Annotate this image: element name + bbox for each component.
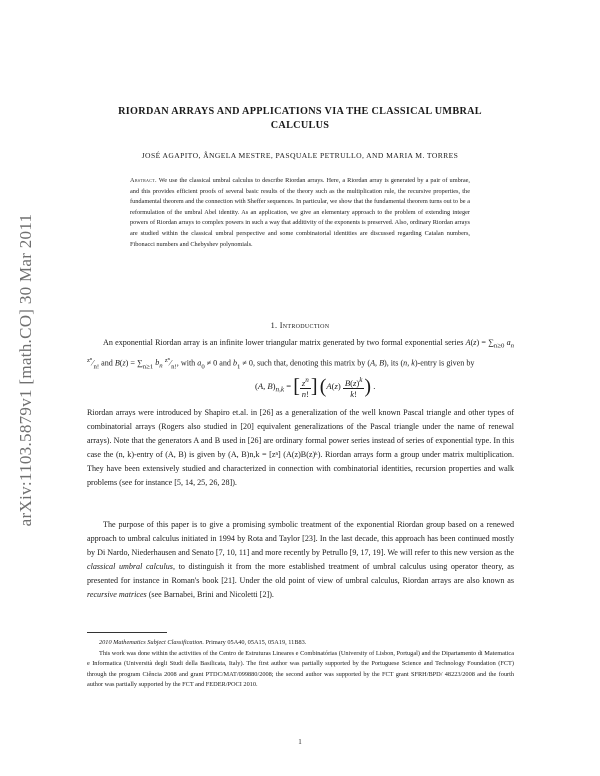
display-equation: (A, $B)_{n,k}$ = [ $\frac{z^n}{n!}$ ] (A(z) $\frac{B(z)^k}{k!}$ ) . — [255, 375, 376, 399]
paper-authors: JOSÉ AGAPITO, ÂNGELA MESTRE, PASQUALE PETRULLO, AND MARIA M. TORRES — [141, 151, 459, 160]
intro-paragraph-3: The purpose of this paper is to give a promising symbolic treatment of the exponential Riordan group based on a renewed approach to umbral calculus initiated in 1994 by Rota and Taylor [23]. In the last decade, this approach has been continued mostly by Di Nardo, Niederhausen and Senato [7, 10, 11] and more recently by Petrullo [9, 17, 19]. We will refer to this new version as the classical umbral calculus, to distinguish it from the more established treatment of umbral calculus using operator theory, as presented for instance in Roman's book [21]. Under the old point of view of umbral calculus, Riordan arrays are also known as recursive matrices (see Barnabei, Brini and Nicoletti [2]). — [87, 520, 514, 599]
page-number: 1 — [298, 738, 302, 746]
footnote-rule — [87, 632, 167, 633]
abstract-text: We use the classical umbral calculus to describe Riordan arrays. Here, a Riordan array is generated by a pair of umbrae, and this provides efficient proofs of several basic results of the theory such as the multiplication rule, the recursive properties, the fundamental theorem and the connection with Sheffer sequences. In particular, we show that the fundamental theorem turns out to be a reformulation of the umbral Abel identity. As an application, we give an elementary approach to the problem of extending integer powers of Riordan arrays to complex powers in such a way that additivity of the exponents is preserved. Also, ordinary Riordan arrays are studied within the classical umbral perspective and some combinatorial identities are discussed regarding Catalan numbers, Fibonacci numbers and Chebyshev polynomials. — [130, 177, 470, 248]
arxiv-watermark — [6, 180, 46, 560]
abstract-label: Abstract. — [130, 177, 157, 184]
abstract — [130, 176, 470, 250]
msc-codes: Primary 05A40, 05A15, 05A19, 11B83. — [205, 639, 307, 646]
msc-label: 2010 Mathematics Subject Classification. — [99, 639, 204, 646]
footnotes — [87, 638, 514, 691]
arxiv-id: arXiv:1103.5879v1 [math.CO] 30 Mar 2011 — [16, 213, 35, 527]
intro-paragraph-1: An exponential Riordan array is an infinite lower triangular matrix generated by two formal exponential series $A(z) = \sum_{n\ge 0}$ $a_n$ $^{z^n}⁄_{n!}$ and $B(z) = \sum_{n\ge 1}$ $b_n$ $^{z^n}⁄_{n!}$, with $a_0 \ne 0$ and $b_1 \ne 0$, such that, denoting this matrix by (A, B), its (n, k)-entry is given by — [87, 338, 515, 370]
paper-title: RIORDAN ARRAYS AND APPLICATIONS VIA THE CLASSICAL UMBRAL CALCULUS — [118, 106, 482, 131]
section-heading: 1. Introduction — [270, 321, 330, 330]
acknowledgement: This work was done within the activities of the Centro de Estruturas Lineares e Combinatórias (University of Lisbon, Portugal) and the Dipartamento di Matematica e Informatica (Università degli Studi della Basilicata, Italy). The first author was partially supported by the Portuguese Science and Technology Foundation (FCT) through the program Ciência 2008 and grant PTDC/MAT/099880/2008; the second author was supported by the FCT grant SFRH/BPD/ 48223/2008 and the fourth author was partially supported by the FCT and FEDER/POCI 2010. — [87, 649, 514, 689]
intro-paragraph-2: Riordan arrays were introduced by Shapiro et.al. in [26] as a generalization of the well known Pascal triangle and other types of combinatorial arrays (Rogers also studied in [20] equivalent generalizations of the Pascal triangle under the name of renewal arrays). Note that the generators A and B used in [26] are ordinary formal power series instead of series of exponential type. In this case the (n, k)-entry of (A, B) is given by (A, B)n,k = [zⁿ] (A(z)B(z)ᵏ). Riordan arrays form a group under matrix multiplication. They have been extensively studied and characterized in connection with combinatorial identities, recursion properties and walk problems (see for instance [5, 14, 25, 26, 28]). — [87, 408, 514, 487]
